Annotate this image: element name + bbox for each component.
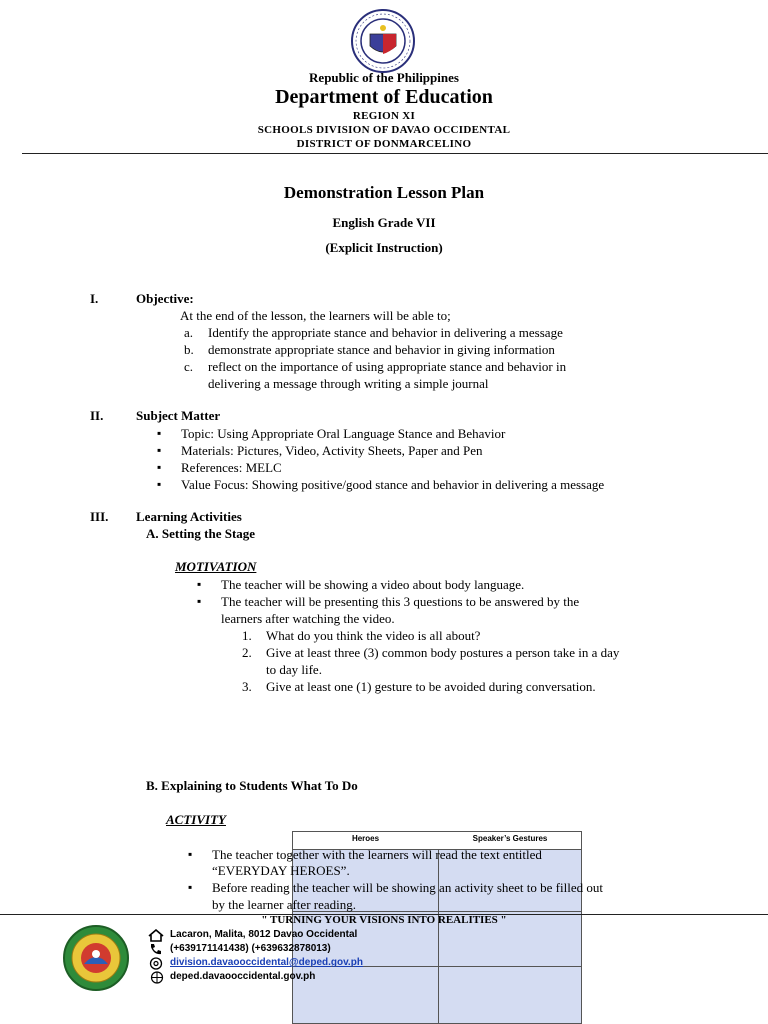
footer-address-text: Lacaron, Malita, 8012 Davao Occidental <box>170 929 358 940</box>
subject-line: English Grade VII <box>332 215 436 230</box>
motivation-bullet-1: ▪ The teacher will be showing a video about body language. <box>221 576 524 593</box>
footer-phone-text: (+639171141438) (+639632878013) <box>170 943 331 954</box>
question-3-text: Give at least one (1) gesture to be avoided during conversation. <box>266 679 596 694</box>
objective-a-text: Identify the appropriate stance and behavior in delivering a message <box>208 325 563 340</box>
section-2-number: II. <box>90 408 104 423</box>
question-1-number: 1. <box>242 628 252 643</box>
region-heading: REGION XI <box>352 110 416 122</box>
activity-bullet-2-cont: by the learner after reading. <box>212 897 357 912</box>
question-2-number: 2. <box>242 645 252 660</box>
home-icon <box>148 929 164 942</box>
globe-icon <box>148 971 164 984</box>
footer-website-text: deped.davaooccidental.gov.ph <box>170 971 316 982</box>
section-3-title: Learning Activities <box>136 509 242 524</box>
objective-intro: At the end of the lesson, the learners will be able to; <box>180 308 451 323</box>
footer-email-link[interactable]: division.davaooccidental@deped.gov.ph <box>170 957 363 968</box>
email-icon <box>148 957 164 970</box>
table-header-heroes: Heroes <box>351 834 380 843</box>
footer-phone <box>170 943 331 954</box>
objective-c-text-cont: delivering a message through writing a simple journal <box>208 376 489 391</box>
question-1-text: What do you think the video is all about? <box>266 628 481 643</box>
footer-email[interactable] <box>170 957 363 968</box>
activity-bullet-1: ▪ The teacher together with the learners will read the text entitled <box>212 846 542 863</box>
section-1-title: Objective: <box>136 291 194 306</box>
part-b-heading: B. Explaining to Students What To Do <box>146 778 358 793</box>
footer-address <box>170 929 357 940</box>
document-title: Demonstration Lesson Plan <box>283 183 485 202</box>
section-1-number: I. <box>90 291 99 306</box>
activity-bullet-2: ▪ Before reading the teacher will be showing an activity sheet to be filled out <box>212 879 603 896</box>
activity-bullet-1-cont: “EVERYDAY HEROES”. <box>212 863 350 878</box>
subject-value-focus: ▪ Value Focus: Showing positive/good stance and behavior in delivering a message <box>181 476 604 493</box>
department-heading: Department of Education <box>275 86 493 108</box>
question-2-text: Give at least three (3) common body postures a person take in a day <box>266 645 620 660</box>
activity-heading: ACTIVITY <box>166 812 226 827</box>
district-heading: DISTRICT OF DONMARCELINO <box>296 138 472 150</box>
division-seal-logo <box>62 924 130 992</box>
republic-heading: Republic of the Philippines <box>309 70 459 85</box>
subject-references: ▪ References: MELC <box>181 459 282 476</box>
question-2-text-cont: to day life. <box>266 662 322 677</box>
objective-b-text: demonstrate appropriate stance and behavior in giving information <box>208 342 555 357</box>
table-header-gestures: Speaker’s Gestures <box>472 834 548 843</box>
subject-materials: ▪ Materials: Pictures, Video, Activity Sheets, Paper and Pen <box>181 442 483 459</box>
subject-topic: ▪ Topic: Using Appropriate Oral Language Stance and Behavior <box>181 425 505 442</box>
phone-icon <box>148 943 164 956</box>
section-2-title: Subject Matter <box>136 408 221 423</box>
deped-seal-logo <box>350 8 416 74</box>
question-3-number: 3. <box>242 679 252 694</box>
part-a-heading: A. Setting the Stage <box>146 526 256 541</box>
motivation-bullet-2: ▪ The teacher will be presenting this 3 questions to be answered by the <box>221 593 579 610</box>
objective-c-text: reflect on the importance of using appropriate stance and behavior in <box>208 359 567 374</box>
motivation-heading: MOTIVATION <box>175 559 257 574</box>
division-heading: SCHOOLS DIVISION OF DAVAO OCCIDENTAL <box>257 124 511 136</box>
approach-line: (Explicit Instruction) <box>325 240 443 255</box>
header-divider <box>22 153 768 154</box>
objective-a-letter: a. <box>184 325 194 340</box>
objective-c-letter: c. <box>184 359 194 374</box>
motivation-bullet-2-cont: learners after watching the video. <box>221 611 395 626</box>
footer-motto: " TURNING YOUR VISIONS INTO REALITIES " <box>261 914 507 926</box>
section-3-number: III. <box>90 509 109 524</box>
objective-b-letter: b. <box>184 342 194 357</box>
footer-website <box>170 971 315 982</box>
